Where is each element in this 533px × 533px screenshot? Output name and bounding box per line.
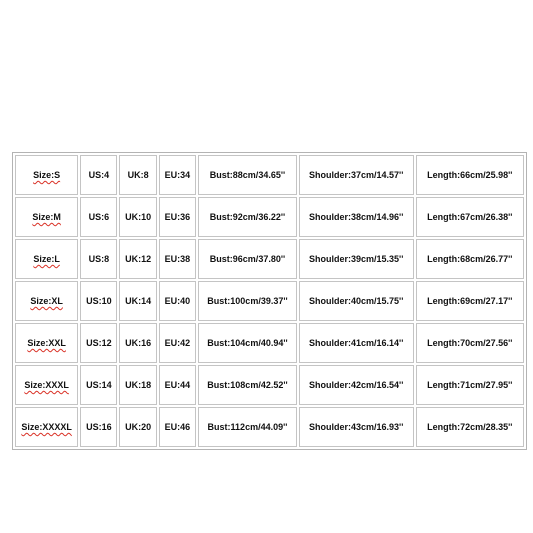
table-row	[15, 155, 524, 195]
bust-cell: Bust:92cm/36.22''	[198, 197, 297, 237]
size-cell	[15, 239, 78, 279]
bust-cell: Bust:100cm/39.37''	[198, 281, 297, 321]
us-size-cell: US:8	[80, 239, 117, 279]
size-cell	[15, 323, 78, 363]
eu-size-cell: EU:42	[159, 323, 196, 363]
bust-cell: Bust:108cm/42.52''	[198, 365, 297, 405]
uk-size-cell: UK:18	[119, 365, 156, 405]
shoulder-cell: Shoulder:38cm/14.96''	[299, 197, 414, 237]
uk-size-cell: UK:10	[119, 197, 156, 237]
size-label: Size:XXL	[27, 338, 66, 348]
eu-size-cell: EU:44	[159, 365, 196, 405]
table-row	[15, 197, 524, 237]
length-cell: Length:70cm/27.56''	[416, 323, 525, 363]
table-row	[15, 239, 524, 279]
shoulder-cell: Shoulder:43cm/16.93''	[299, 407, 414, 447]
eu-size-cell: EU:36	[159, 197, 196, 237]
us-size-cell: US:16	[80, 407, 117, 447]
eu-size-cell: EU:46	[159, 407, 196, 447]
us-size-cell: US:12	[80, 323, 117, 363]
bust-cell: Bust:104cm/40.94''	[198, 323, 297, 363]
table-row	[15, 407, 524, 447]
size-label: Size:M	[32, 212, 61, 222]
table-row	[15, 365, 524, 405]
length-cell: Length:67cm/26.38''	[416, 197, 525, 237]
eu-size-cell: EU:38	[159, 239, 196, 279]
uk-size-cell: UK:8	[119, 155, 156, 195]
us-size-cell: US:4	[80, 155, 117, 195]
size-cell	[15, 155, 78, 195]
shoulder-cell: Shoulder:40cm/15.75''	[299, 281, 414, 321]
shoulder-cell: Shoulder:39cm/15.35''	[299, 239, 414, 279]
size-cell	[15, 407, 78, 447]
shoulder-cell: Shoulder:37cm/14.57''	[299, 155, 414, 195]
shoulder-cell: Shoulder:42cm/16.54''	[299, 365, 414, 405]
us-size-cell: US:6	[80, 197, 117, 237]
size-cell	[15, 281, 78, 321]
bust-cell: Bust:88cm/34.65''	[198, 155, 297, 195]
table-row	[15, 323, 524, 363]
eu-size-cell: EU:34	[159, 155, 196, 195]
uk-size-cell: UK:12	[119, 239, 156, 279]
uk-size-cell: UK:14	[119, 281, 156, 321]
size-label: Size:XXXL	[24, 380, 69, 390]
length-cell: Length:72cm/28.35''	[416, 407, 525, 447]
length-cell: Length:69cm/27.17''	[416, 281, 525, 321]
size-cell	[15, 197, 78, 237]
size-label: Size:XL	[30, 296, 63, 306]
eu-size-cell: EU:40	[159, 281, 196, 321]
length-cell: Length:71cm/27.95''	[416, 365, 525, 405]
size-label: Size:S	[33, 170, 61, 180]
size-label: Size:L	[33, 254, 60, 264]
bust-cell: Bust:112cm/44.09''	[198, 407, 297, 447]
uk-size-cell: UK:16	[119, 323, 156, 363]
size-label: Size:XXXXL	[21, 422, 72, 432]
size-chart-table	[12, 152, 527, 450]
length-cell: Length:66cm/25.98''	[416, 155, 525, 195]
size-cell	[15, 365, 78, 405]
uk-size-cell: UK:20	[119, 407, 156, 447]
table-row	[15, 281, 524, 321]
us-size-cell: US:14	[80, 365, 117, 405]
shoulder-cell: Shoulder:41cm/16.14''	[299, 323, 414, 363]
us-size-cell: US:10	[80, 281, 117, 321]
length-cell: Length:68cm/26.77''	[416, 239, 525, 279]
bust-cell: Bust:96cm/37.80''	[198, 239, 297, 279]
